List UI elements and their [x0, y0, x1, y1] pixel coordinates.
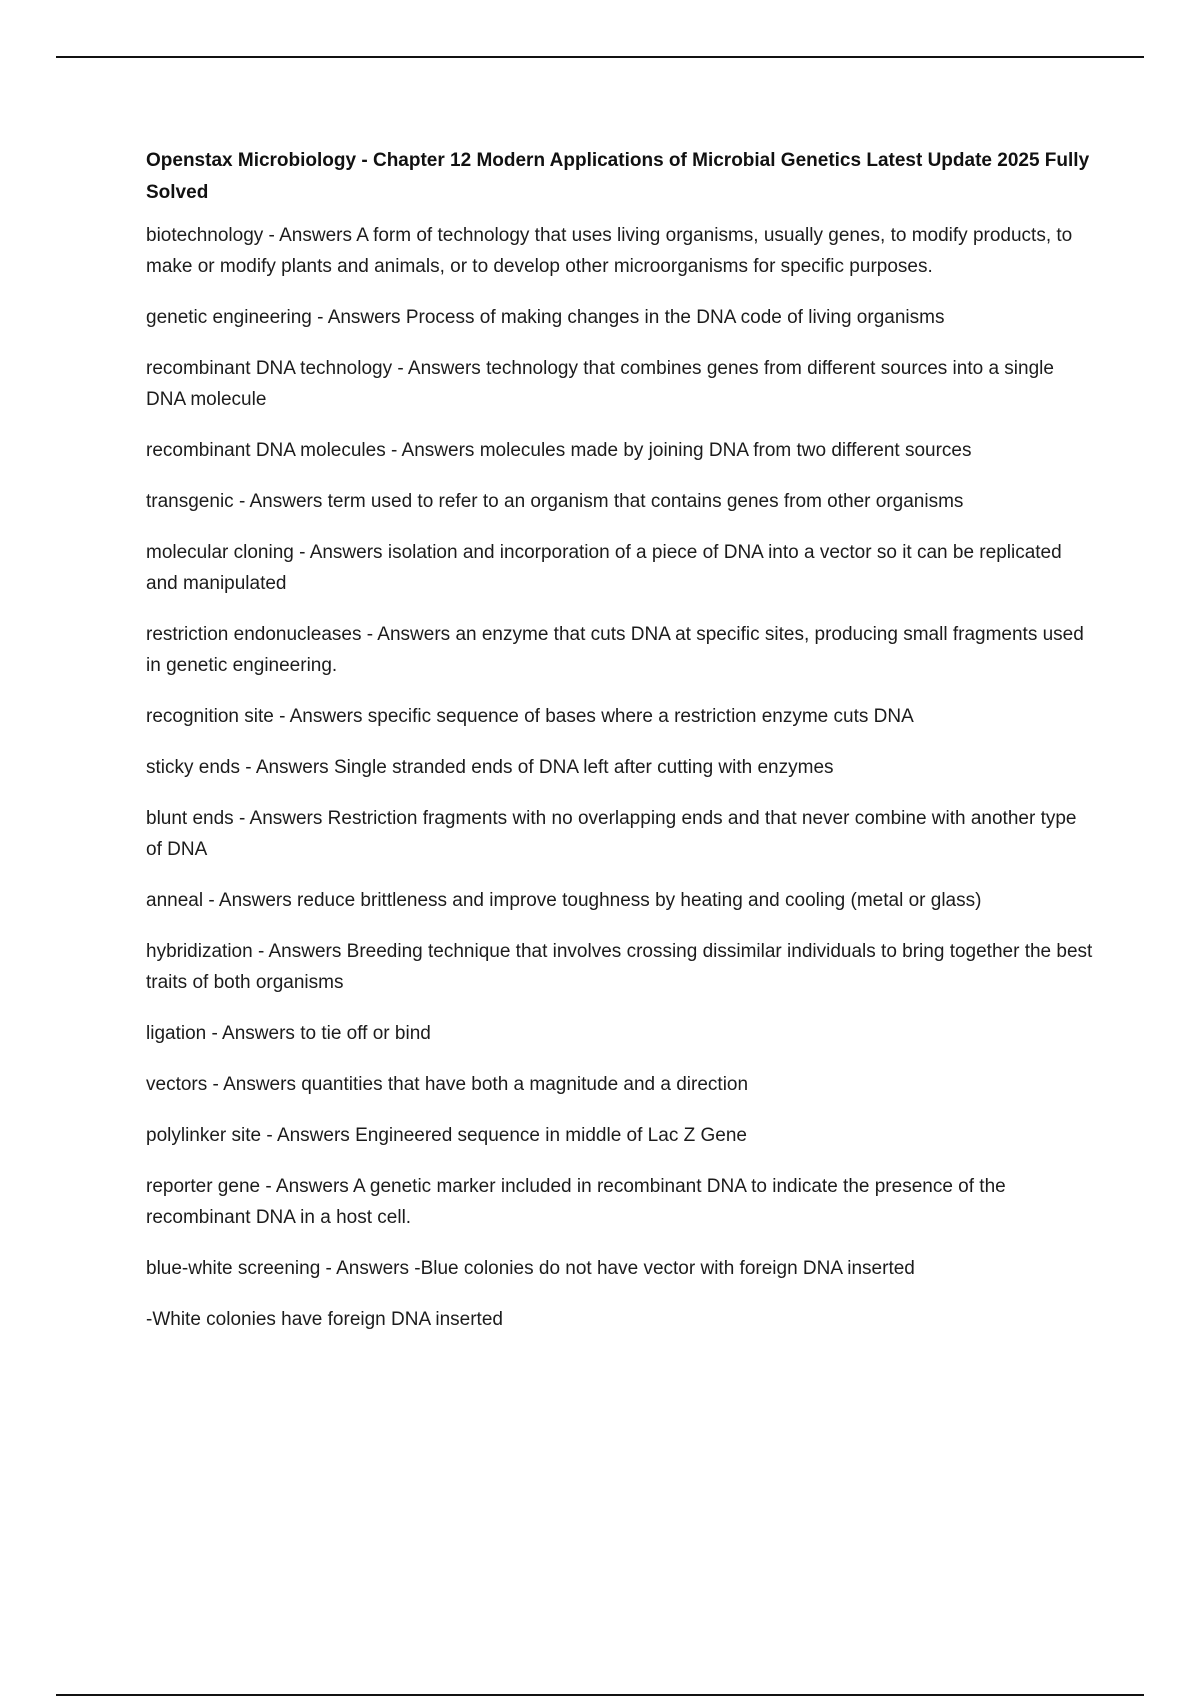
- term: restriction endonucleases: [146, 624, 362, 645]
- answer-separator: - Answers: [392, 358, 487, 379]
- term-entry-genetic-engineering: [146, 302, 1096, 333]
- answer: Breeding technique that involves crossing dissimilar individuals to bring together the best traits of both organisms: [146, 941, 1093, 993]
- answer: -Blue colonies do not have vector with foreign DNA inserted: [414, 1258, 915, 1279]
- term: blue-white screening: [146, 1258, 321, 1279]
- answer-separator: - Answers: [385, 440, 480, 461]
- term-entry-recombinant-dna-technology: [146, 353, 1096, 415]
- term: transgenic: [146, 491, 234, 512]
- term: polylinker site: [146, 1125, 262, 1146]
- term-entry-ligation: [146, 1018, 1096, 1049]
- answer-separator: - Answers: [233, 808, 328, 829]
- term: blunt ends: [146, 808, 234, 829]
- answer: isolation and incorporation of a piece of DNA into a vector so it can be replicated and manipulated: [146, 542, 1062, 594]
- term: recombinant DNA technology: [146, 358, 393, 379]
- answer-separator: - Answers: [207, 1074, 302, 1095]
- answer: A genetic marker included in recombinant DNA to indicate the presence of the recombinant DNA in a host cell.: [146, 1176, 1006, 1228]
- answer: Single stranded ends of DNA left after cutting with enzymes: [333, 757, 834, 778]
- answer-separator: - Answers: [320, 1258, 415, 1279]
- term-entry-vectors: [146, 1069, 1096, 1100]
- term: vectors: [146, 1074, 208, 1095]
- footer-rule: [56, 1694, 1144, 1696]
- term-entry-polylinker-site: [146, 1120, 1096, 1151]
- answer: technology that combines genes from different sources into a single DNA molecule: [146, 358, 1054, 410]
- answer: an enzyme that cuts DNA at specific sites, producing small fragments used in genetic engineering.: [146, 624, 1084, 676]
- answer-separator: - Answers: [263, 225, 357, 246]
- answer-separator: - Answers: [260, 1176, 353, 1197]
- answer: to tie off or bind: [300, 1023, 431, 1044]
- answer: specific sequence of bases where a restriction enzyme cuts DNA: [367, 706, 914, 727]
- term: genetic engineering: [146, 307, 312, 328]
- header-rule: [56, 56, 1144, 58]
- answer-separator: - Answers: [273, 706, 368, 727]
- term-entry-transgenic: [146, 486, 1096, 517]
- term: biotechnology: [146, 225, 264, 246]
- answer: quantities that have both a magnitude and a direction: [301, 1074, 749, 1095]
- term-entry-recognition-site: [146, 701, 1096, 732]
- term-entry-recombinant-dna-molecules: [146, 435, 1096, 466]
- answer-separator: - Answers: [261, 1125, 356, 1146]
- term-entry-sticky-ends: [146, 752, 1096, 783]
- answer-separator: - Answers: [293, 542, 388, 563]
- term: hybridization: [146, 941, 253, 962]
- answer-separator: - Answers: [239, 757, 334, 778]
- document-body: [146, 145, 1096, 1355]
- answer: Restriction fragments with no overlapping ends and that never combine with another type of DNA: [146, 808, 1077, 860]
- term: recombinant DNA molecules: [146, 440, 386, 461]
- answer: term used to refer to an organism that contains genes from other organisms: [327, 491, 964, 512]
- answer: Engineered sequence in middle of Lac Z Gene: [355, 1125, 747, 1146]
- answer: Process of making changes in the DNA code of living organisms: [405, 307, 945, 328]
- term: reporter gene: [146, 1176, 261, 1197]
- term-entry-blue-white-screening: [146, 1253, 1096, 1284]
- answer-separator: - Answers: [311, 307, 406, 328]
- term-entry-molecular-cloning: [146, 537, 1096, 599]
- answer: A form of technology that uses living organisms, usually genes, to modify products, to make or modify plants and animals, or to develop other microorganisms for specific purposes.: [146, 225, 1073, 277]
- term: molecular cloning: [146, 542, 294, 563]
- term-list: [146, 220, 1096, 1335]
- term-entry-hybridization: [146, 936, 1096, 998]
- answer-separator: - Answers: [206, 1023, 301, 1044]
- answer-continuation: -White colonies have foreign DNA inserted: [146, 1309, 503, 1330]
- term-entry-anneal: [146, 885, 1096, 916]
- answer-separator: - Answers: [203, 890, 298, 911]
- term-entry-biotechnology: [146, 220, 1096, 282]
- document-title: Openstax Microbiology - Chapter 12 Modern Applications of Microbial Genetics Latest Update 2025 Fully Solved: [146, 150, 1090, 203]
- term-entry-reporter-gene: [146, 1171, 1096, 1233]
- answer-separator: - Answers: [361, 624, 456, 645]
- term: anneal: [146, 890, 204, 911]
- term: sticky ends: [146, 757, 240, 778]
- term-entry-blunt-ends: [146, 803, 1096, 865]
- answer-separator: - Answers: [233, 491, 328, 512]
- term: ligation: [146, 1023, 207, 1044]
- answer: reduce brittleness and improve toughness by heating and cooling (metal or glass): [297, 890, 982, 911]
- answer: molecules made by joining DNA from two different sources: [479, 440, 972, 461]
- answer-separator: - Answers: [252, 941, 347, 962]
- term: recognition site: [146, 706, 274, 727]
- term-entry-restriction-endonucleases: [146, 619, 1096, 681]
